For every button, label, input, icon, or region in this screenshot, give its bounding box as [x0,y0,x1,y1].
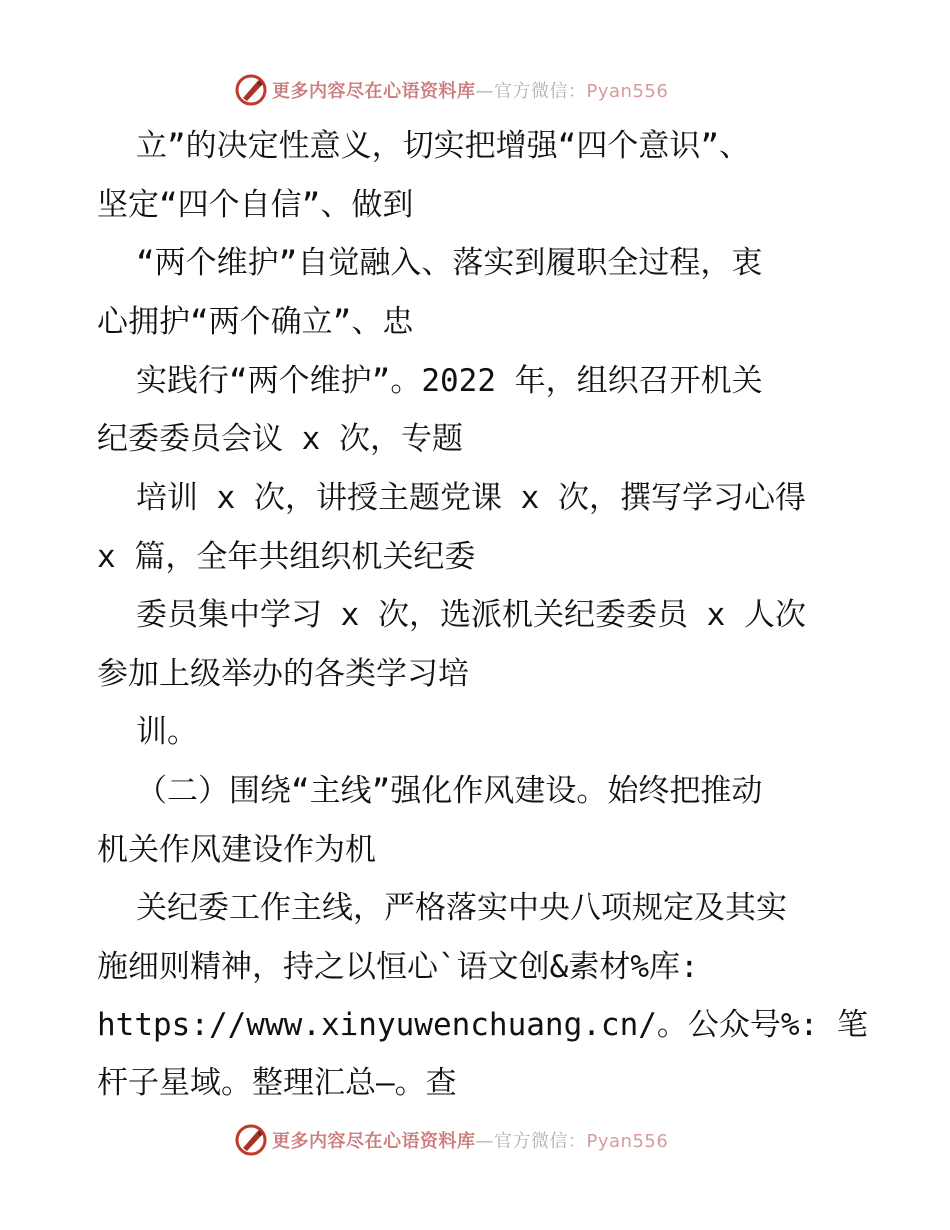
header-watermark [234,72,668,108]
text-line: x 篇，全年共组织机关纪委 [97,539,476,575]
text-line: 训。 [136,714,198,750]
pen-logo-icon [234,73,268,107]
watermark-label: 官方微信： [494,81,587,102]
text-line: 立”的决定性意义，切实把增强“四个意识”、 [136,128,750,164]
text-line: 参加上级举办的各类学习培 [97,656,469,692]
text-line: 委员集中学习 x 次，选派机关纪委委员 x 人次 [136,597,806,633]
watermark-brand: 更多内容尽在心语资料库 [272,81,476,102]
text-line: 机关作风建设作为机 [97,832,376,868]
text-line: 纪委委员会议 x 次，专题 [97,421,463,457]
watermark-dash: — [475,81,494,102]
text-line: 心拥护“两个确立”、忠 [97,304,414,340]
text-line: 杆子星域。整理汇总—。查 [97,1065,457,1101]
watermark-text [272,77,668,103]
text-line: 实践行“两个维护”。2022 年，组织召开机关 [136,363,763,399]
text-line: 施细则精神，持之以恒心`语文创&素材%库: [97,949,699,985]
watermark-dash: — [475,1131,494,1152]
pen-logo-icon [234,1123,268,1157]
text-line: 培训 x 次，讲授主题党课 x 次，撰写学习心得 [136,480,806,516]
footer-watermark [234,1122,668,1158]
text-line: 关纪委工作主线，严格落实中央八项规定及其实 [136,890,787,926]
watermark-text [272,1127,668,1153]
watermark-label: 官方微信： [494,1131,587,1152]
watermark-brand: 更多内容尽在心语资料库 [272,1131,476,1152]
watermark-wechat-id: Pyan556 [586,1131,669,1152]
text-line: “两个维护”自觉融入、落实到履职全过程，衷 [136,245,763,281]
text-line: https://www.xinyuwenchuang.cn/。公众号%: 笔 [97,1007,868,1043]
text-line: 坚定“四个自信”、做到 [97,187,414,223]
watermark-wechat-id: Pyan556 [586,81,669,102]
text-line: （二）围绕“主线”强化作风建设。始终把推动 [136,773,763,809]
